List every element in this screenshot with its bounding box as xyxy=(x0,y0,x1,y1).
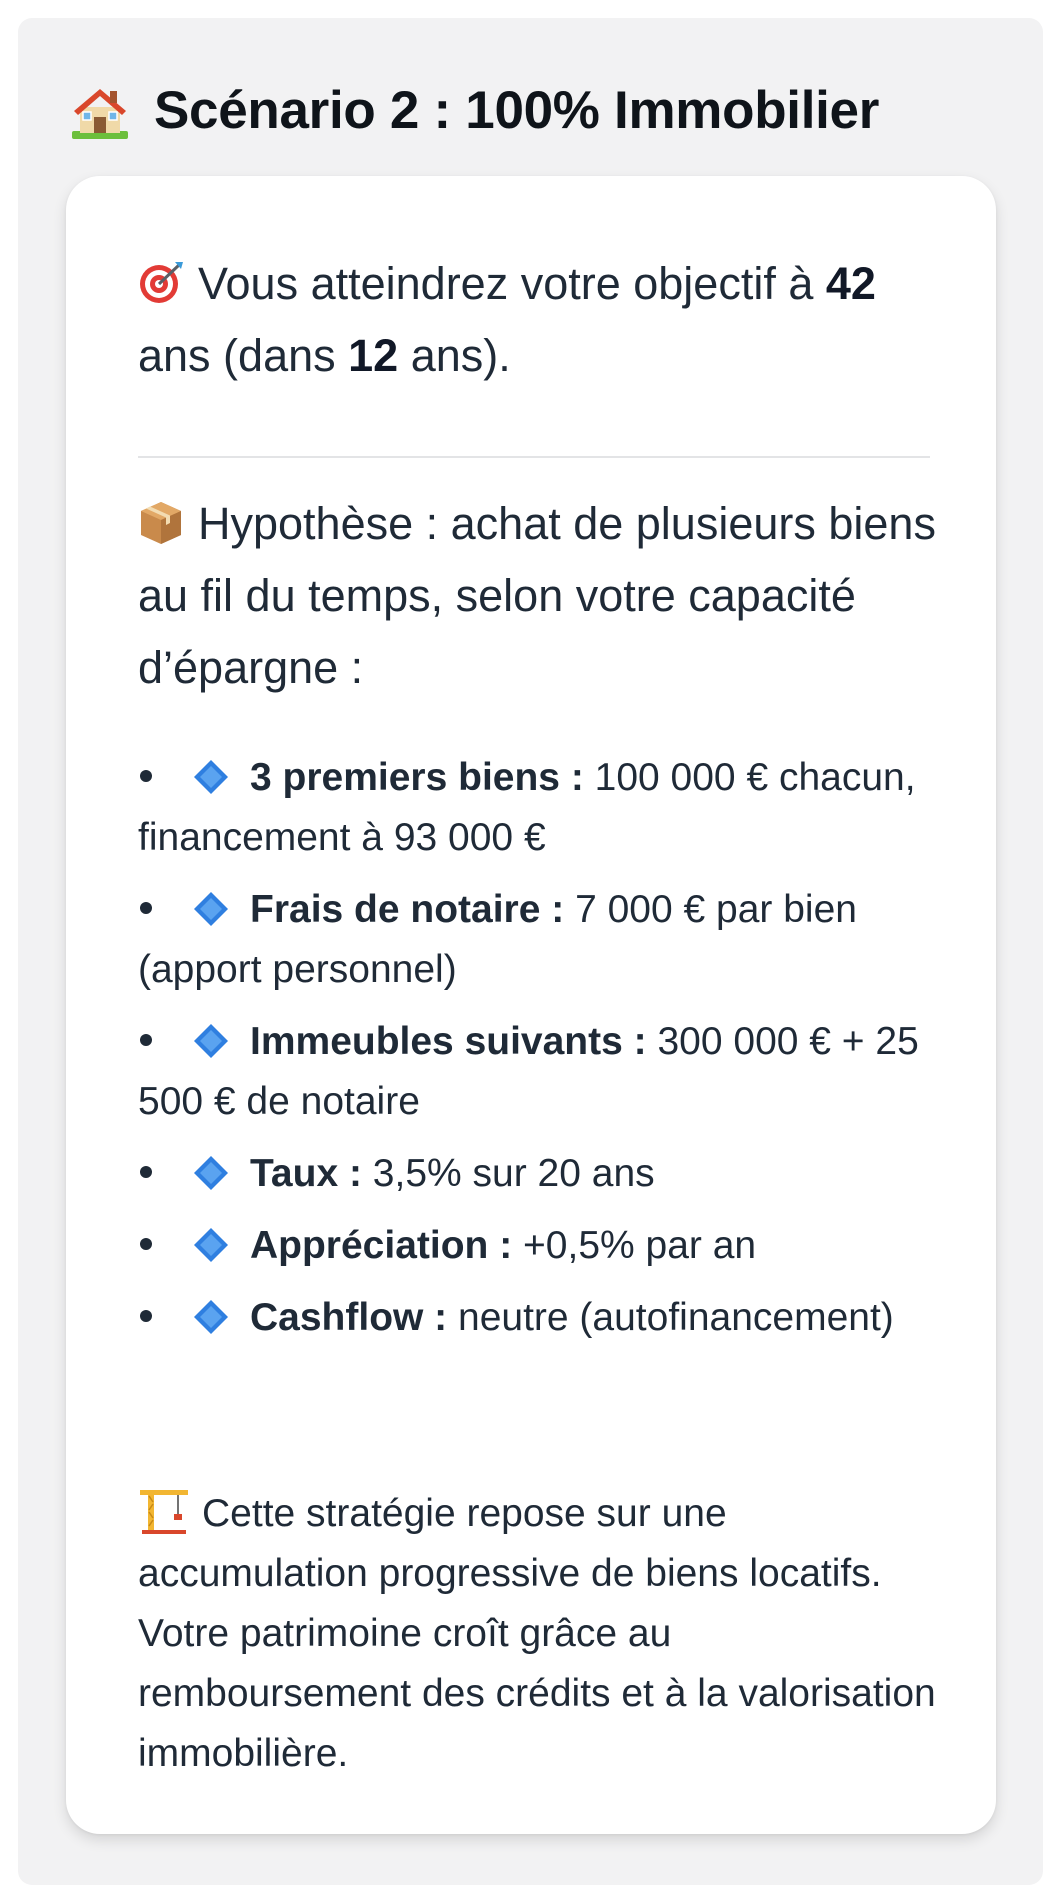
scenario-card xyxy=(66,176,996,1834)
item-label: Appréciation : xyxy=(250,1224,513,1267)
scenario-panel xyxy=(18,18,1043,1885)
item-label: Frais de notaire : xyxy=(250,888,565,931)
conclusion-text xyxy=(138,1484,938,1784)
divider xyxy=(138,456,930,458)
item-text: 300 000 € + 25 500 € de notaire xyxy=(138,1020,919,1123)
bullet-dot xyxy=(140,1310,152,1322)
goal-middle: ans (dans xyxy=(138,330,336,381)
item-text: 7 000 € par bien (apport personnel) xyxy=(138,888,857,991)
hypothesis-label: Hypothèse : achat de plusieurs biens au fil du temps, selon votre capacité d’épargne : xyxy=(138,498,936,693)
goal-years: 12 xyxy=(348,330,399,381)
bullet-dot xyxy=(140,770,152,782)
blue-diamond-icon xyxy=(192,1298,230,1336)
item-text: +0,5% par an xyxy=(512,1224,757,1267)
item-label: Taux : xyxy=(250,1152,362,1195)
goal-suffix: ans). xyxy=(410,330,511,381)
item-label: Cashflow : xyxy=(250,1296,448,1339)
item-text: neutre (autofinancement) xyxy=(447,1296,894,1339)
item-text: 100 000 € chacun, financement à 93 000 € xyxy=(138,756,916,859)
list-item xyxy=(138,1288,938,1348)
item-label: Immeubles suivants : xyxy=(250,1020,647,1063)
list-item xyxy=(138,1012,938,1132)
blue-diamond-icon xyxy=(192,1154,230,1192)
bullet-dot xyxy=(140,1166,152,1178)
construction-crane-icon xyxy=(138,1484,190,1536)
goal-text xyxy=(138,248,938,392)
item-text: 3,5% sur 20 ans xyxy=(361,1152,655,1195)
house-icon xyxy=(70,81,130,141)
blue-diamond-icon xyxy=(192,890,230,928)
assumption-list xyxy=(138,748,938,1360)
bullet-dot xyxy=(140,902,152,914)
blue-diamond-icon xyxy=(192,758,230,796)
goal-prefix: Vous atteindrez votre objectif à xyxy=(198,258,814,309)
scenario-title: Scénario 2 : 100% Immobilier xyxy=(154,81,880,140)
list-item xyxy=(138,880,938,1000)
list-item xyxy=(138,748,938,868)
blue-diamond-icon xyxy=(192,1022,230,1060)
scenario-header xyxy=(70,80,879,141)
package-icon xyxy=(138,499,184,545)
conclusion-label: Cette stratégie repose sur une accumulation progressive de biens locatifs. Votre patrimoine croît grâce au remboursement des crédits et à la valorisation immobilière. xyxy=(138,1492,936,1775)
blue-diamond-icon xyxy=(192,1226,230,1264)
target-icon xyxy=(138,259,184,305)
bullet-dot xyxy=(140,1034,152,1046)
list-item xyxy=(138,1144,938,1204)
bullet-dot xyxy=(140,1238,152,1250)
goal-age: 42 xyxy=(825,258,876,309)
hypothesis-text xyxy=(138,488,938,704)
item-label: 3 premiers biens : xyxy=(250,756,584,799)
list-item xyxy=(138,1216,938,1276)
